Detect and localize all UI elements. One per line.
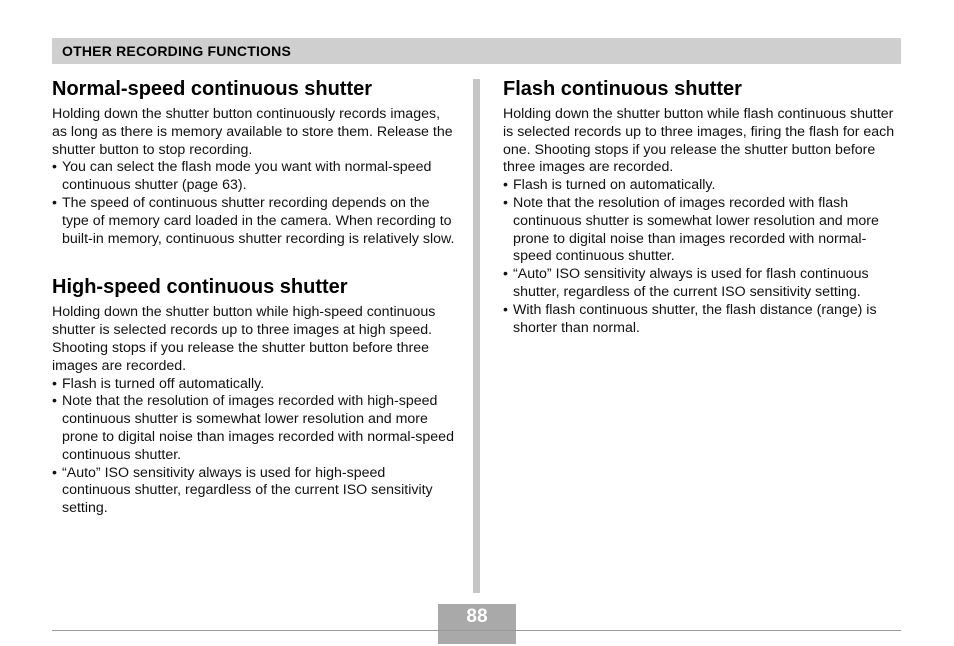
section-heading: Flash continuous shutter <box>503 78 742 100</box>
bullet-list <box>503 177 901 337</box>
section-header-title: OTHER RECORDING FUNCTIONS <box>62 43 291 59</box>
page-number-tab <box>438 631 516 644</box>
section-paragraph: Holding down the shutter button while high-speed continuous shutter is selected records up to three images at high speed. Shooting stops if you release the shutter button before three images are recorded. <box>52 304 436 374</box>
section-header-bar <box>52 38 901 64</box>
column-divider <box>473 79 480 593</box>
bullet-item: • Note that the resolution of images recorded with high-speed continuous shutter is somewhat lower resolution and more prone to digital noise than images recorded with normal-speed continuous shutter. <box>52 393 457 464</box>
normal-speed-section <box>52 77 457 248</box>
high-speed-section <box>52 275 457 518</box>
page-number: 88 <box>438 604 516 630</box>
left-column <box>52 77 457 518</box>
bullet-item: • Note that the resolution of images recorded with flash continuous shutter is somewhat lower resolution and more prone to digital noise than images recorded with normal-speed continuous shutter. <box>503 195 901 266</box>
bullet-list <box>52 376 457 518</box>
section-heading: High-speed continuous shutter <box>52 276 348 299</box>
bullet-item: • Flash is turned on automatically. <box>503 177 901 195</box>
bullet-list <box>52 159 457 248</box>
section-heading: Normal-speed continuous shutter <box>52 78 373 100</box>
bullet-item: • “Auto” ISO sensitivity always is used for flash continuous shutter, regardless of the current ISO sensitivity setting. <box>503 266 901 302</box>
bullet-item: • With flash continuous shutter, the flash distance (range) is shorter than normal. <box>503 302 901 338</box>
page-number-badge <box>438 604 516 644</box>
section-paragraph: Holding down the shutter button while flash continuous shutter is selected records up to three images, firing the flash for each one. Shooting stops if you release the shutter button before three images are recorded. <box>503 106 895 176</box>
flash-continuous-section <box>503 77 901 337</box>
bullet-item: • Flash is turned off automatically. <box>52 376 457 394</box>
bullet-item: • “Auto” ISO sensitivity always is used for high-speed continuous shutter, regardless of the current ISO sensitivity setting. <box>52 465 457 518</box>
bullet-item: • The speed of continuous shutter recording depends on the type of memory card loaded in the camera. When recording to built-in memory, continuous shutter recording is relatively slow. <box>52 195 457 248</box>
section-paragraph: Holding down the shutter button continuously records images, as long as there is memory available to store them. Release the shutter button to stop recording. <box>52 106 453 158</box>
bullet-item: • You can select the flash mode you want with normal-speed continuous shutter (page 63). <box>52 159 457 195</box>
right-column <box>503 77 901 337</box>
